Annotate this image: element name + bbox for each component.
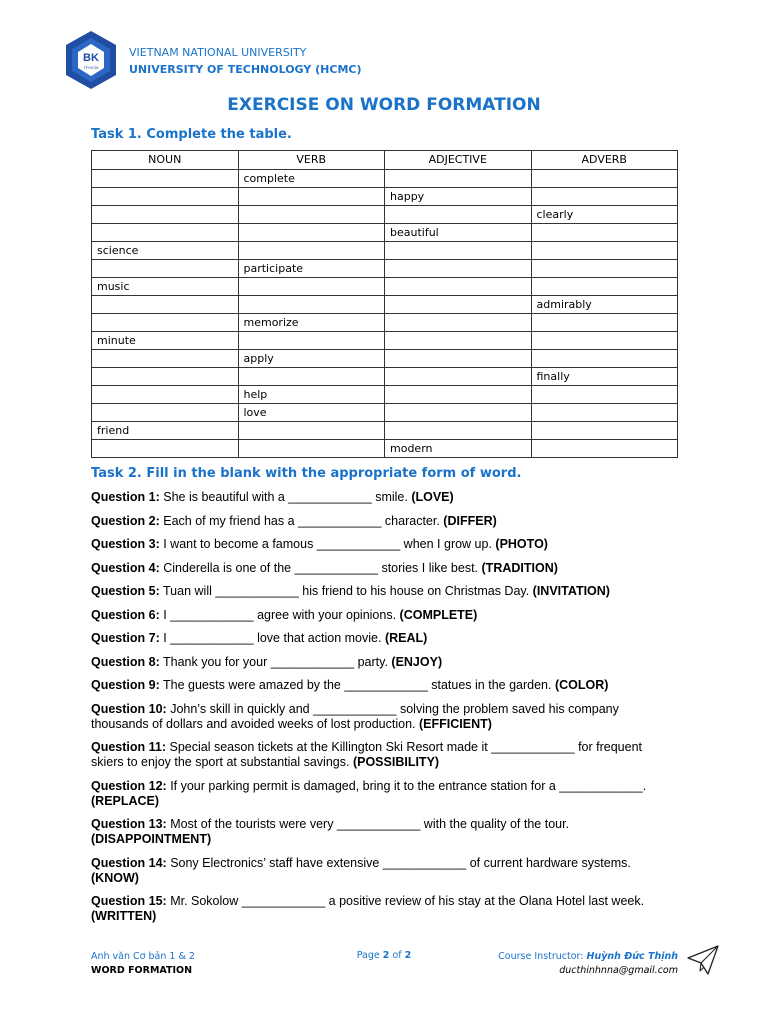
column-header-adverb: ADVERB [531,151,678,170]
table-cell-adjective [385,206,532,224]
question-text: I ____________ agree with your opinions. [159,607,400,622]
question-keyword: (PHOTO) [495,537,548,551]
footer-instructor [498,950,678,978]
question-text: John’s skill in quickly and ____________ solving the problem saved his company thousands of dollars and avoided weeks of lost production. [91,701,619,731]
paper-plane-icon [686,944,720,976]
question-keyword: (WRITTEN) [91,909,157,923]
question-keyword: (LOVE) [411,490,454,504]
question-text: Mr. Sokolow ____________ a positive review of his stay at the Olana Hotel last week. [166,894,645,908]
table-cell-adjective: modern [385,440,532,458]
instructor-line [498,950,678,964]
question-item [91,608,671,623]
table-row [92,224,678,242]
question-item [91,856,671,886]
question-item [91,584,671,599]
question-item [91,702,671,732]
question-label: Question 6: [91,607,160,622]
question-item [91,561,671,576]
table-cell-adjective [385,350,532,368]
table-cell-noun [92,350,239,368]
table-cell-noun [92,206,239,224]
table-cell-adverb [531,422,678,440]
question-text: Thank you for your ____________ party. [159,654,392,669]
question-text: Each of my friend has a ____________ character. [159,513,444,528]
table-cell-verb: love [238,404,385,422]
page-prefix: Page [356,950,383,961]
table-row [92,440,678,458]
question-text: Tuan will ____________ his friend to his house on Christmas Day. [159,584,533,598]
task1-heading: Task 1. Complete the table. [91,127,292,142]
table-cell-verb: complete [238,170,385,188]
table-cell-verb [238,422,385,440]
question-keyword: (INVITATION) [532,584,610,598]
table-cell-noun [92,260,239,278]
table-cell-adjective [385,260,532,278]
page-total: 2 [404,950,412,961]
table-row [92,314,678,332]
question-keyword: (DIFFER) [443,513,497,528]
question-item [91,514,671,529]
table-row [92,170,678,188]
table-cell-adverb [531,278,678,296]
question-keyword: (KNOW) [91,870,139,885]
table-row [92,278,678,296]
question-item [91,817,671,847]
question-text: I ____________ love that action movie. [159,631,385,645]
table-cell-adjective: happy [385,188,532,206]
table-cell-verb [238,296,385,314]
word-formation-table [91,150,678,458]
table-cell-verb [238,368,385,386]
page-mid: of [389,950,405,961]
question-label: Question 14: [91,855,167,870]
table-cell-verb: apply [238,350,385,368]
question-label: Question 15: [91,894,167,908]
question-label: Question 3: [91,537,160,551]
question-keyword: (TRADITION) [481,560,558,575]
table-row [92,386,678,404]
table-row [92,296,678,314]
question-text: Most of the tourists were very ____________ with the quality of the tour. [166,817,570,831]
table-cell-adjective [385,404,532,422]
question-text: Sony Electronics’ staff have extensive ____________ of current hardware systems. [166,855,631,870]
table-cell-adverb [531,386,678,404]
table-cell-adverb [531,350,678,368]
page-title: EXERCISE ON WORD FORMATION [227,95,541,115]
table-cell-adjective [385,242,532,260]
table-cell-noun [92,188,239,206]
table-cell-noun [92,170,239,188]
table-cell-adverb: admirably [531,296,678,314]
question-label: Question 4: [91,560,160,575]
table-cell-noun: science [92,242,239,260]
table-cell-noun [92,386,239,404]
table-cell-noun [92,314,239,332]
table-row [92,332,678,350]
question-keyword: (REPLACE) [91,793,160,808]
table-cell-verb [238,278,385,296]
instructor-name: Huỳnh Đức Thịnh [586,951,678,962]
question-item [91,740,671,770]
question-label: Question 5: [91,584,160,598]
question-label: Question 13: [91,817,167,831]
question-item [91,894,671,924]
question-item [91,490,671,505]
table-cell-verb: memorize [238,314,385,332]
table-cell-adverb [531,242,678,260]
table-cell-adverb: clearly [531,206,678,224]
table-cell-noun [92,368,239,386]
table-cell-adverb: finally [531,368,678,386]
column-header-noun: NOUN [92,151,239,170]
school-name: UNIVERSITY OF TECHNOLOGY (HCMC) [129,63,362,76]
table-row [92,350,678,368]
table-cell-adjective [385,332,532,350]
table-cell-noun: friend [92,422,239,440]
question-label: Question 9: [91,678,160,692]
question-text: I want to become a famous ____________ when I grow up. [159,537,496,551]
table-cell-adjective [385,278,532,296]
table-cell-adverb [531,260,678,278]
table-cell-verb [238,188,385,206]
table-cell-adverb [531,404,678,422]
question-list [91,490,671,933]
question-keyword: (COMPLETE) [399,607,478,622]
footer-course: Anh văn Cơ bản 1 & 2 [91,951,195,962]
logo-subtext: TP.HCM [83,65,99,70]
table-cell-verb: participate [238,260,385,278]
question-item [91,779,671,809]
question-label: Question 11: [91,740,167,754]
question-text: Cinderella is one of the ____________ stories I like best. [159,560,482,575]
table-cell-noun [92,404,239,422]
question-label: Question 8: [91,654,160,669]
question-label: Question 2: [91,513,160,528]
instructor-email[interactable]: ducthinhnna@gmail.com [559,965,678,976]
table-cell-adjective [385,296,532,314]
table-row [92,242,678,260]
table-header-row [92,151,678,170]
question-keyword: (DISAPPOINTMENT) [91,832,212,846]
task2-heading: Task 2. Fill in the blank with the appropriate form of word. [91,466,522,481]
question-item [91,678,671,693]
table-cell-adverb [531,224,678,242]
table-cell-adjective [385,314,532,332]
question-text: The guests were amazed by the ____________ statues in the garden. [159,678,555,692]
table-row [92,206,678,224]
table-cell-adverb [531,188,678,206]
question-item [91,655,671,670]
table-cell-noun [92,440,239,458]
table-cell-adverb [531,332,678,350]
question-item [91,631,671,646]
table-cell-verb [238,206,385,224]
table-row [92,422,678,440]
table-row [92,260,678,278]
question-text: Special season tickets at the Killington Ski Resort made it ____________ for frequent skiers to enjoy the sport at substantial savings. [91,740,643,769]
table-cell-adjective: beautiful [385,224,532,242]
table-cell-adjective [385,170,532,188]
table-cell-adverb [531,314,678,332]
instructor-label: Course Instructor: [498,951,587,962]
table-row [92,404,678,422]
footer-topic: WORD FORMATION [91,965,193,976]
table-cell-verb [238,440,385,458]
table-cell-adverb [531,440,678,458]
university-name: VIETNAM NATIONAL UNIVERSITY [129,46,307,59]
university-logo [64,30,118,90]
question-keyword: (ENJOY) [391,654,443,669]
question-text: If your parking permit is damaged, bring it to the entrance station for a ____________. [166,778,647,793]
question-label: Question 12: [91,778,167,793]
table-body [92,170,678,458]
table-cell-verb [238,224,385,242]
question-keyword: (REAL) [384,631,428,645]
table-cell-noun: minute [92,332,239,350]
page-current: 2 [382,950,390,961]
column-header-adjective: ADJECTIVE [385,151,532,170]
question-label: Question 10: [91,701,167,716]
logo-text: BK [83,52,99,64]
table-row [92,368,678,386]
table-cell-adverb [531,170,678,188]
question-keyword: (POSSIBILITY) [352,755,440,769]
question-keyword: (EFFICIENT) [419,716,492,731]
table-cell-noun [92,224,239,242]
table-cell-verb: help [238,386,385,404]
table-cell-adjective [385,386,532,404]
table-cell-noun: music [92,278,239,296]
question-text: She is beautiful with a ____________ smile. [159,490,412,504]
table-cell-verb [238,332,385,350]
question-item [91,537,671,552]
table-row [92,188,678,206]
table-cell-adjective [385,422,532,440]
table-cell-noun [92,296,239,314]
column-header-verb: VERB [238,151,385,170]
question-label: Question 7: [91,631,160,645]
question-label: Question 1: [91,490,160,504]
question-keyword: (COLOR) [554,678,609,692]
table-cell-adjective [385,368,532,386]
table-cell-verb [238,242,385,260]
